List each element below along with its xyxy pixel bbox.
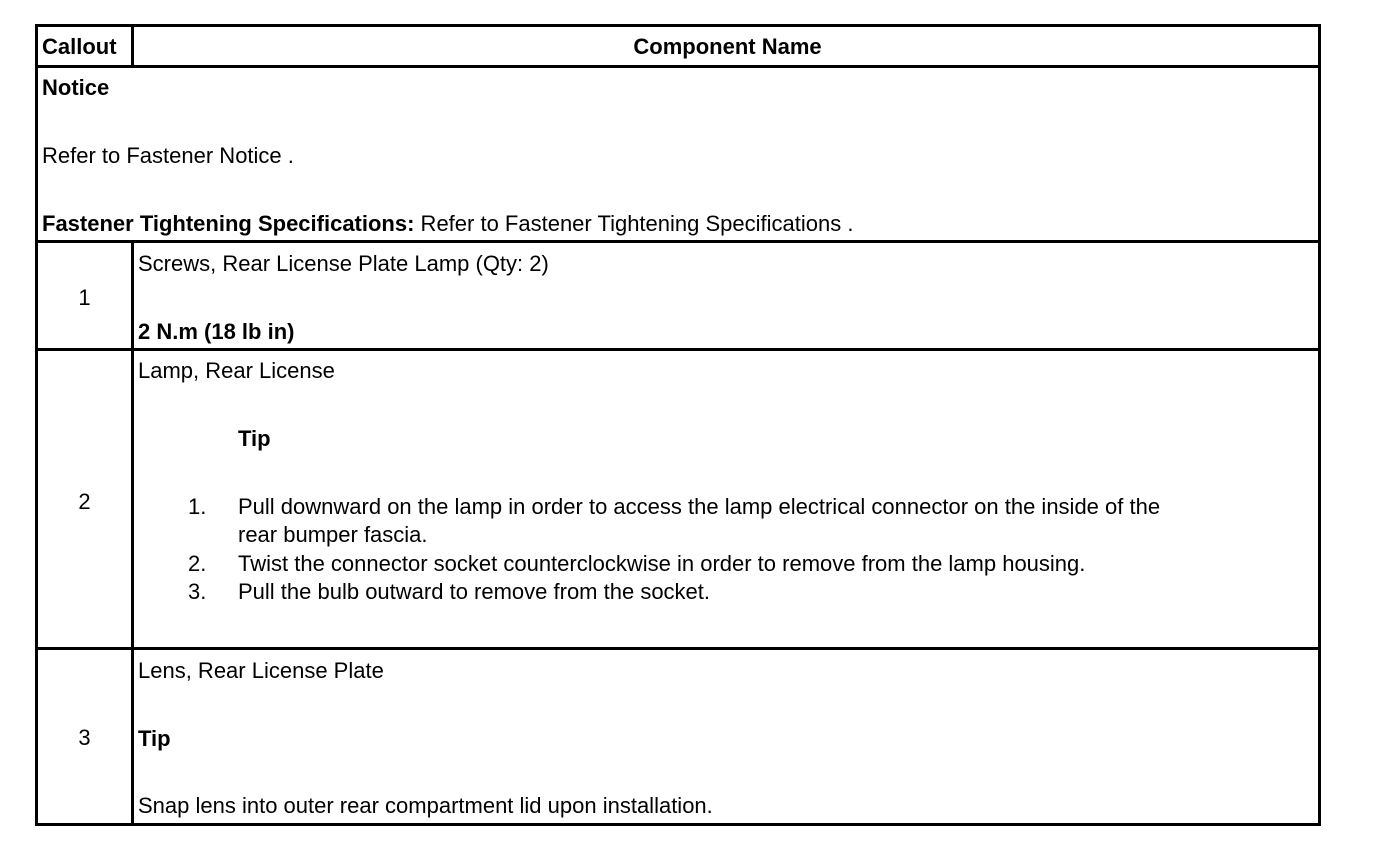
row-2-tip-label: Tip <box>238 426 271 451</box>
tightening-spec-line <box>42 213 853 235</box>
notice-text: Refer to Fastener Notice . <box>42 143 294 168</box>
row-1-component-name: Screws, Rear License Plate Lamp (Qty: 2) <box>138 251 549 276</box>
header-divider <box>38 65 1318 68</box>
row-2-step-2-number: 2. <box>188 551 207 576</box>
notice-divider <box>38 240 1318 243</box>
row-3-tip-text: Snap lens into outer rear compartment lid upon installation. <box>138 793 713 818</box>
row-3-tip-label: Tip <box>138 726 171 751</box>
component-name-header: Component Name <box>633 34 822 59</box>
row-1-torque-spec: 2 N.m (18 lb in) <box>138 319 295 344</box>
callout-3: 3 <box>78 725 91 750</box>
tightening-spec-text: Refer to Fastener Tightening Specifications . <box>414 211 854 236</box>
row-2-step-1-text: Pull downward on the lamp in order to access the lamp electrical connector on the inside of the <box>238 494 1161 519</box>
tightening-spec-label: Fastener Tightening Specifications: <box>42 211 415 236</box>
component-table <box>35 24 1321 826</box>
callout-1: 1 <box>78 285 91 310</box>
row-2-step-3-number: 3. <box>188 579 207 604</box>
row-2-divider <box>38 647 1318 650</box>
notice-title: Notice <box>42 75 110 100</box>
callout-header: Callout <box>42 34 117 59</box>
row-2-step-1-text-continued: rear bumper fascia. <box>238 522 428 547</box>
row-3-component-name: Lens, Rear License Plate <box>138 658 384 683</box>
row-2-step-2-text: Twist the connector socket counterclockwise in order to remove from the lamp housing. <box>238 551 1086 576</box>
row-1-divider <box>38 348 1318 351</box>
row-2-step-3-text: Pull the bulb outward to remove from the socket. <box>238 579 711 604</box>
row-2-step-1-number: 1. <box>188 494 207 519</box>
column-divider <box>131 240 134 823</box>
row-2-component-name: Lamp, Rear License <box>138 358 335 383</box>
callout-2: 2 <box>78 489 91 514</box>
